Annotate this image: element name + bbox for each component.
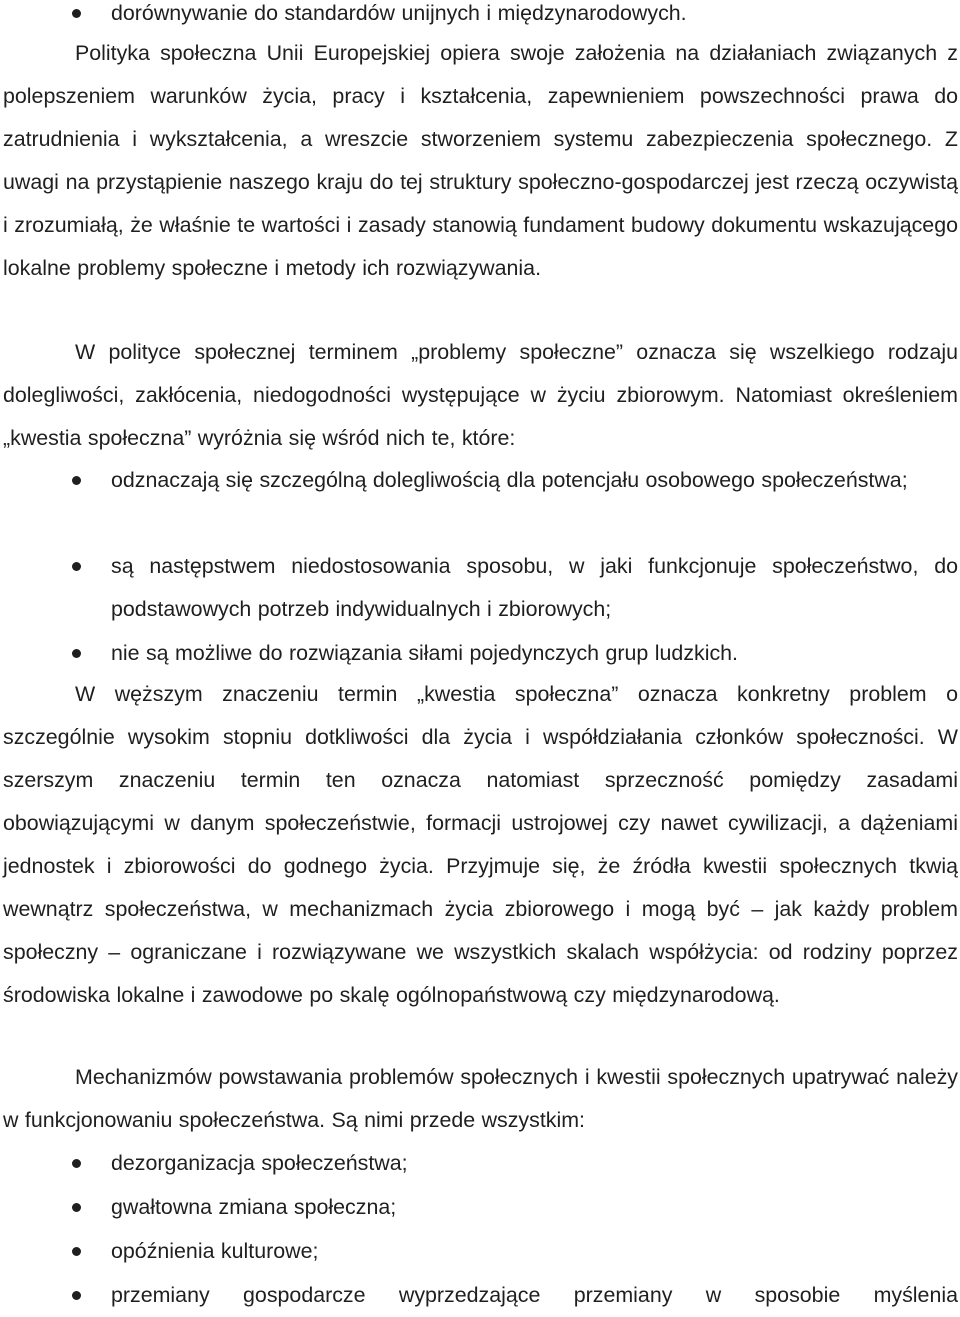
bullet-icon [72,9,81,18]
list-item-text: przemiany gospodarcze wyprzedzające przemiany w sposobie myślenia [111,1283,958,1307]
bullet-icon [72,1203,81,1212]
list-item-text: są następstwem niedostosowania sposobu, w jaki funkcjonuje społeczeństwo, do podstawowych potrzeb indywidualnych i zbiorowych; [111,554,958,621]
paragraph-1: Polityka społeczna Unii Europejskiej opiera swoje założenia na działaniach związanych z polepszeniem warunków życia, pracy i kształcenia, zapewnieniem powszechności prawa do zatrudnienia i wykształcenia, a wreszcie stworzeniem systemu zabezpieczenia społecznego. Z uwagi na przystąpienie naszego kraju do tej struktury społeczno-gospodarczej jest rzeczą oczywistą i zrozumiałą, że właśnie te wartości i zasady stanowią fundament budowy dokumentu wskazującego lokalne problemy społeczne i metody ich rozwiązywania. [3,41,958,280]
bullet-icon [72,1159,81,1168]
list-item-text: opóźnienia kulturowe; [111,1239,319,1263]
list-item-text: nie są możliwe do rozwiązania siłami pojedynczych grup ludzkich. [111,641,738,665]
bullet-icon [72,562,81,571]
bullet-icon [72,649,81,658]
list-item-text: dorównywanie do standardów unijnych i międzynarodowych. [111,1,687,25]
list-item-text: dezorganizacja społeczeństwa; [111,1151,408,1175]
paragraph-2: W polityce społecznej terminem „problemy społeczne” oznacza się wszelkiego rodzaju dolegliwości, zakłócenia, niedogodności występujące w życiu zbiorowym. Natomiast określeniem „kwestia społeczna” wyróżnia się wśród nich te, które: [3,340,958,450]
bullet-icon [72,1291,81,1300]
list-item-text: gwałtowna zmiana społeczna; [111,1195,397,1219]
bullet-icon [72,1247,81,1256]
list-item-text: odznaczają się szczególną dolegliwością dla potencjału osobowego społeczeństwa; [111,468,908,492]
paragraph-4: Mechanizmów powstawania problemów społecznych i kwestii społecznych upatrywać należy w funkcjonowaniu społeczeństwa. Są nimi przede wszystkim: [3,1065,958,1132]
bullet-icon [72,476,81,485]
paragraph-3: W węższym znaczeniu termin „kwestia społeczna” oznacza konkretny problem o szczególnie wysokim stopniu dotkliwości dla życia i współdziałania członków społeczności. W szerszym znaczeniu termin ten oznacza natomiast sprzeczność pomiędzy zasadami obowiązującymi w danym społeczeństwie, formacji ustrojowej czy nawet cywilizacji, a dążeniami jednostek i zbiorowości do godnego życia. Przyjmuje się, że źródła kwestii społecznych tkwią wewnątrz społeczeństwa, w mechanizmach życia zbiorowego i mogą być – jak każdy problem społeczny – ograniczane i rozwiązywane we wszystkich skalach współżycia: od rodziny poprzez środowiska lokalne i zawodowe po skalę ogólnopaństwową czy międzynarodową. [3,682,958,1007]
